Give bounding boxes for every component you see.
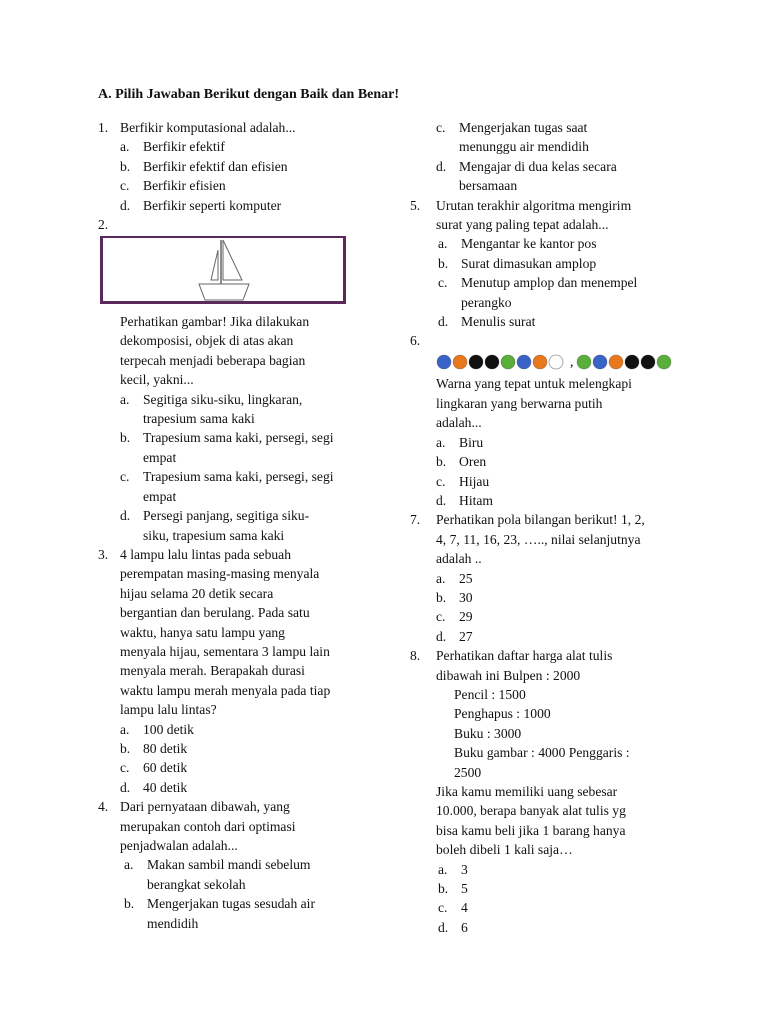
option-text: Menulis surat xyxy=(461,314,536,330)
question-text: bergantian dan berulang. Pada satu xyxy=(120,605,310,621)
option-text: 40 detik xyxy=(143,779,188,795)
option-text: 5 xyxy=(461,881,468,897)
question-text: lampu lalu lintas? xyxy=(120,702,217,718)
question-number: 6. xyxy=(410,333,421,349)
option-c[interactable] xyxy=(436,472,690,491)
price-item: Buku : 3000 xyxy=(454,725,522,741)
option-label: d. xyxy=(436,158,447,174)
question-7 xyxy=(410,510,690,646)
price-item: Penghapus : 1000 xyxy=(454,706,551,722)
question-number: 3. xyxy=(98,546,109,562)
question-3 xyxy=(98,545,368,797)
option-label: c. xyxy=(436,609,446,625)
question-number: 1. xyxy=(98,120,109,135)
pattern-separator: , xyxy=(570,355,574,371)
question-text: kecil, yakni... xyxy=(120,372,194,388)
option-label: c. xyxy=(120,469,130,485)
pattern-b-circle-1 xyxy=(593,355,607,369)
option-b[interactable] xyxy=(436,588,690,607)
question-number: 5. xyxy=(410,197,421,213)
question-text: penjadwalan adalah... xyxy=(120,838,238,853)
question-text: Perhatikan gambar! Jika dilakukan xyxy=(120,314,310,330)
option-text: Hijau xyxy=(459,473,490,489)
option-b[interactable] xyxy=(120,428,368,467)
option-text: Berfikir efektif xyxy=(143,139,225,155)
question-5 xyxy=(410,196,690,332)
option-label: c. xyxy=(438,900,448,916)
option-d[interactable] xyxy=(438,312,690,331)
option-label: a. xyxy=(438,236,448,252)
option-text: 25 xyxy=(459,570,473,586)
option-text: Hitam xyxy=(459,492,493,508)
pattern-b-circle-0 xyxy=(577,355,591,369)
option-label: c. xyxy=(120,178,130,194)
question-number: 7. xyxy=(410,512,421,528)
option-text: Mengantar ke kantor pos xyxy=(461,236,597,252)
question-text: bisa kamu beli jika 1 barang hanya xyxy=(436,822,626,838)
option-text: Berfikir seperti komputer xyxy=(143,197,282,213)
option-a[interactable] xyxy=(120,720,368,739)
option-label: b. xyxy=(124,896,135,912)
option-label: c. xyxy=(436,473,446,489)
option-label: a. xyxy=(120,721,130,737)
option-b[interactable] xyxy=(124,894,368,933)
option-c[interactable] xyxy=(120,467,368,506)
option-text: Trapesium sama kaki, persegi, segi xyxy=(143,469,334,485)
left-column xyxy=(98,118,368,933)
pattern-b-circle-5 xyxy=(657,355,671,369)
option-label: b. xyxy=(438,881,449,897)
circle-sequence xyxy=(436,352,686,372)
question-text: waktu lampu merah menyala pada tiap xyxy=(120,682,331,698)
price-item: Buku gambar : 4000 Penggaris : xyxy=(454,745,630,761)
option-a[interactable] xyxy=(124,855,368,894)
question-6 xyxy=(410,331,690,510)
question-text: merupakan contoh dari optimasi xyxy=(120,818,296,834)
question-text: lingkaran yang berwarna putih xyxy=(436,395,603,411)
option-text: Surat dimasukan amplop xyxy=(461,255,597,271)
question-text: adalah .. xyxy=(436,551,482,567)
option-text: 3 xyxy=(461,861,468,877)
option-label: a. xyxy=(438,861,448,877)
pattern-a-circle-3 xyxy=(485,355,499,369)
option-text: Makan sambil mandi sebelum xyxy=(147,857,311,873)
question-text: dibawah ini Bulpen : 2000 xyxy=(436,667,581,683)
pattern-a-circle-4 xyxy=(501,355,515,369)
pattern-a-circle-5 xyxy=(517,355,531,369)
option-text: siku, trapesium sama kaki xyxy=(143,527,285,543)
option-c[interactable] xyxy=(120,176,368,195)
right-column xyxy=(410,118,690,937)
option-text: Mengerjakan tugas saat xyxy=(459,120,588,135)
option-label: d. xyxy=(436,492,447,508)
option-label: b. xyxy=(436,454,447,470)
option-label: b. xyxy=(436,589,447,605)
question-text: 4, 7, 11, 16, 23, ….., nilai selanjutnya xyxy=(436,531,641,547)
option-text: Persegi panjang, segitiga siku- xyxy=(143,508,310,524)
option-label: c. xyxy=(438,275,448,291)
option-label: d. xyxy=(436,628,447,644)
option-text: 27 xyxy=(459,628,473,644)
question-text: Berfikir komputasional adalah... xyxy=(120,120,296,135)
question-text: terpecah menjadi beberapa bagian xyxy=(120,352,306,368)
question-text: 4 lampu lalu lintas pada sebuah xyxy=(120,546,292,562)
option-text: Mengajar di dua kelas secara xyxy=(459,158,617,174)
option-d[interactable] xyxy=(436,491,690,510)
pattern-a-circle-6 xyxy=(533,355,547,369)
option-label: b. xyxy=(438,255,449,271)
sailboat-figure xyxy=(100,236,346,304)
option-d[interactable] xyxy=(438,918,690,937)
question-1 xyxy=(98,118,368,215)
option-text: Segitiga siku-siku, lingkaran, xyxy=(143,391,303,407)
option-c[interactable] xyxy=(438,898,690,917)
question-text: adalah... xyxy=(436,415,482,431)
option-d[interactable] xyxy=(120,778,368,797)
question-text: waktu, hanya satu lampu yang xyxy=(120,624,285,640)
option-b[interactable] xyxy=(438,879,690,898)
price-item: Pencil : 1500 xyxy=(454,686,526,702)
option-text: Menutup amplop dan menempel xyxy=(461,275,638,291)
question-number: 4. xyxy=(98,799,109,815)
option-label: b. xyxy=(120,740,131,756)
option-label: a. xyxy=(436,570,446,586)
option-b[interactable] xyxy=(120,739,368,758)
option-a[interactable] xyxy=(436,569,690,588)
option-a[interactable] xyxy=(120,137,368,156)
question-4 xyxy=(98,797,368,933)
question-text: perempatan masing-masing menyala xyxy=(120,566,320,582)
question-number: 8. xyxy=(410,648,421,664)
question-text: Urutan terakhir algoritma mengirim xyxy=(436,197,632,213)
option-b[interactable] xyxy=(120,157,368,176)
option-label: d. xyxy=(120,508,131,524)
question-text: Perhatikan pola bilangan berikut! 1, 2, xyxy=(436,512,645,528)
option-a[interactable] xyxy=(120,390,368,429)
option-c[interactable] xyxy=(438,273,690,312)
option-text: 80 detik xyxy=(143,740,188,756)
option-label: c. xyxy=(120,760,130,776)
option-text: mendidih xyxy=(147,915,199,931)
option-d[interactable] xyxy=(120,506,368,545)
option-b[interactable] xyxy=(438,254,690,273)
option-text: Berfikir efisien xyxy=(143,178,226,194)
circle-pattern xyxy=(436,352,690,374)
option-a[interactable] xyxy=(438,234,690,253)
option-d[interactable] xyxy=(436,157,690,196)
option-text: 29 xyxy=(459,609,473,625)
option-text: 100 detik xyxy=(143,721,194,737)
pattern-a-circle-2 xyxy=(469,355,483,369)
option-a[interactable] xyxy=(436,433,690,452)
option-text: 60 detik xyxy=(143,760,188,776)
question-text: Perhatikan daftar harga alat tulis xyxy=(436,648,613,664)
pattern-b-circle-2 xyxy=(609,355,623,369)
question-text: menyala merah. Berapakah durasi xyxy=(120,663,305,679)
option-d[interactable] xyxy=(436,627,690,646)
pattern-a-circle-1 xyxy=(453,355,467,369)
option-text: Oren xyxy=(459,454,487,470)
option-text: trapesium sama kaki xyxy=(143,411,255,427)
question-text: menyala hijau, sementara 3 lampu lain xyxy=(120,643,330,659)
option-label: d. xyxy=(120,779,131,795)
question-text: Warna yang tepat untuk melengkapi xyxy=(436,376,632,392)
option-text: empat xyxy=(143,488,177,504)
sailboat-icon xyxy=(103,238,344,302)
option-text: bersamaan xyxy=(459,178,518,194)
option-text: menunggu air mendidih xyxy=(459,139,589,155)
question-text: hijau selama 20 detik secara xyxy=(120,585,274,601)
option-label: a. xyxy=(124,857,134,873)
option-text: 4 xyxy=(461,900,468,916)
option-text: 30 xyxy=(459,589,473,605)
option-text: 6 xyxy=(461,919,468,935)
option-label: a. xyxy=(120,139,130,155)
option-text: berangkat sekolah xyxy=(147,876,246,892)
question-text: boleh dibeli 1 kali saja… xyxy=(436,842,573,858)
option-label: d. xyxy=(120,197,131,213)
option-label: a. xyxy=(436,434,446,450)
option-label: a. xyxy=(120,391,130,407)
question-text: 10.000, berapa banyak alat tulis yg xyxy=(436,803,626,819)
option-b[interactable] xyxy=(436,452,690,471)
pattern-b-circle-4 xyxy=(641,355,655,369)
option-d[interactable] xyxy=(120,196,368,215)
option-text: empat xyxy=(143,449,177,465)
question-text: surat yang paling tepat adalah... xyxy=(436,217,609,233)
option-text: Mengerjakan tugas sesudah air xyxy=(147,896,315,912)
pattern-a-circle-0 xyxy=(437,355,451,369)
question-text: dekomposisi, objek di atas akan xyxy=(120,333,294,349)
option-c[interactable] xyxy=(120,758,368,777)
option-c[interactable] xyxy=(436,607,690,626)
question-text: Jika kamu memiliki uang sebesar xyxy=(436,784,618,799)
option-text: Biru xyxy=(459,434,484,450)
option-text: Trapesium sama kaki, persegi, segi xyxy=(143,430,334,446)
question-number: 2. xyxy=(98,217,109,233)
question-8 xyxy=(410,646,690,937)
question-text: Dari pernyataan dibawah, yang xyxy=(120,799,290,815)
price-item: 2500 xyxy=(454,764,482,780)
option-label: b. xyxy=(120,158,131,174)
option-c[interactable] xyxy=(436,118,690,157)
option-label: d. xyxy=(438,919,449,935)
option-a[interactable] xyxy=(438,860,690,879)
option-label: b. xyxy=(120,430,131,446)
option-label: d. xyxy=(438,314,449,330)
option-label: c. xyxy=(436,120,446,135)
option-text: perangko xyxy=(461,294,512,310)
section-heading: A. Pilih Jawaban Berikut dengan Baik dan Benar! xyxy=(98,87,400,102)
pattern-a-circle-7 xyxy=(549,355,563,369)
option-text: Berfikir efektif dan efisien xyxy=(143,158,288,174)
pattern-b-circle-3 xyxy=(625,355,639,369)
question-2 xyxy=(98,215,368,234)
